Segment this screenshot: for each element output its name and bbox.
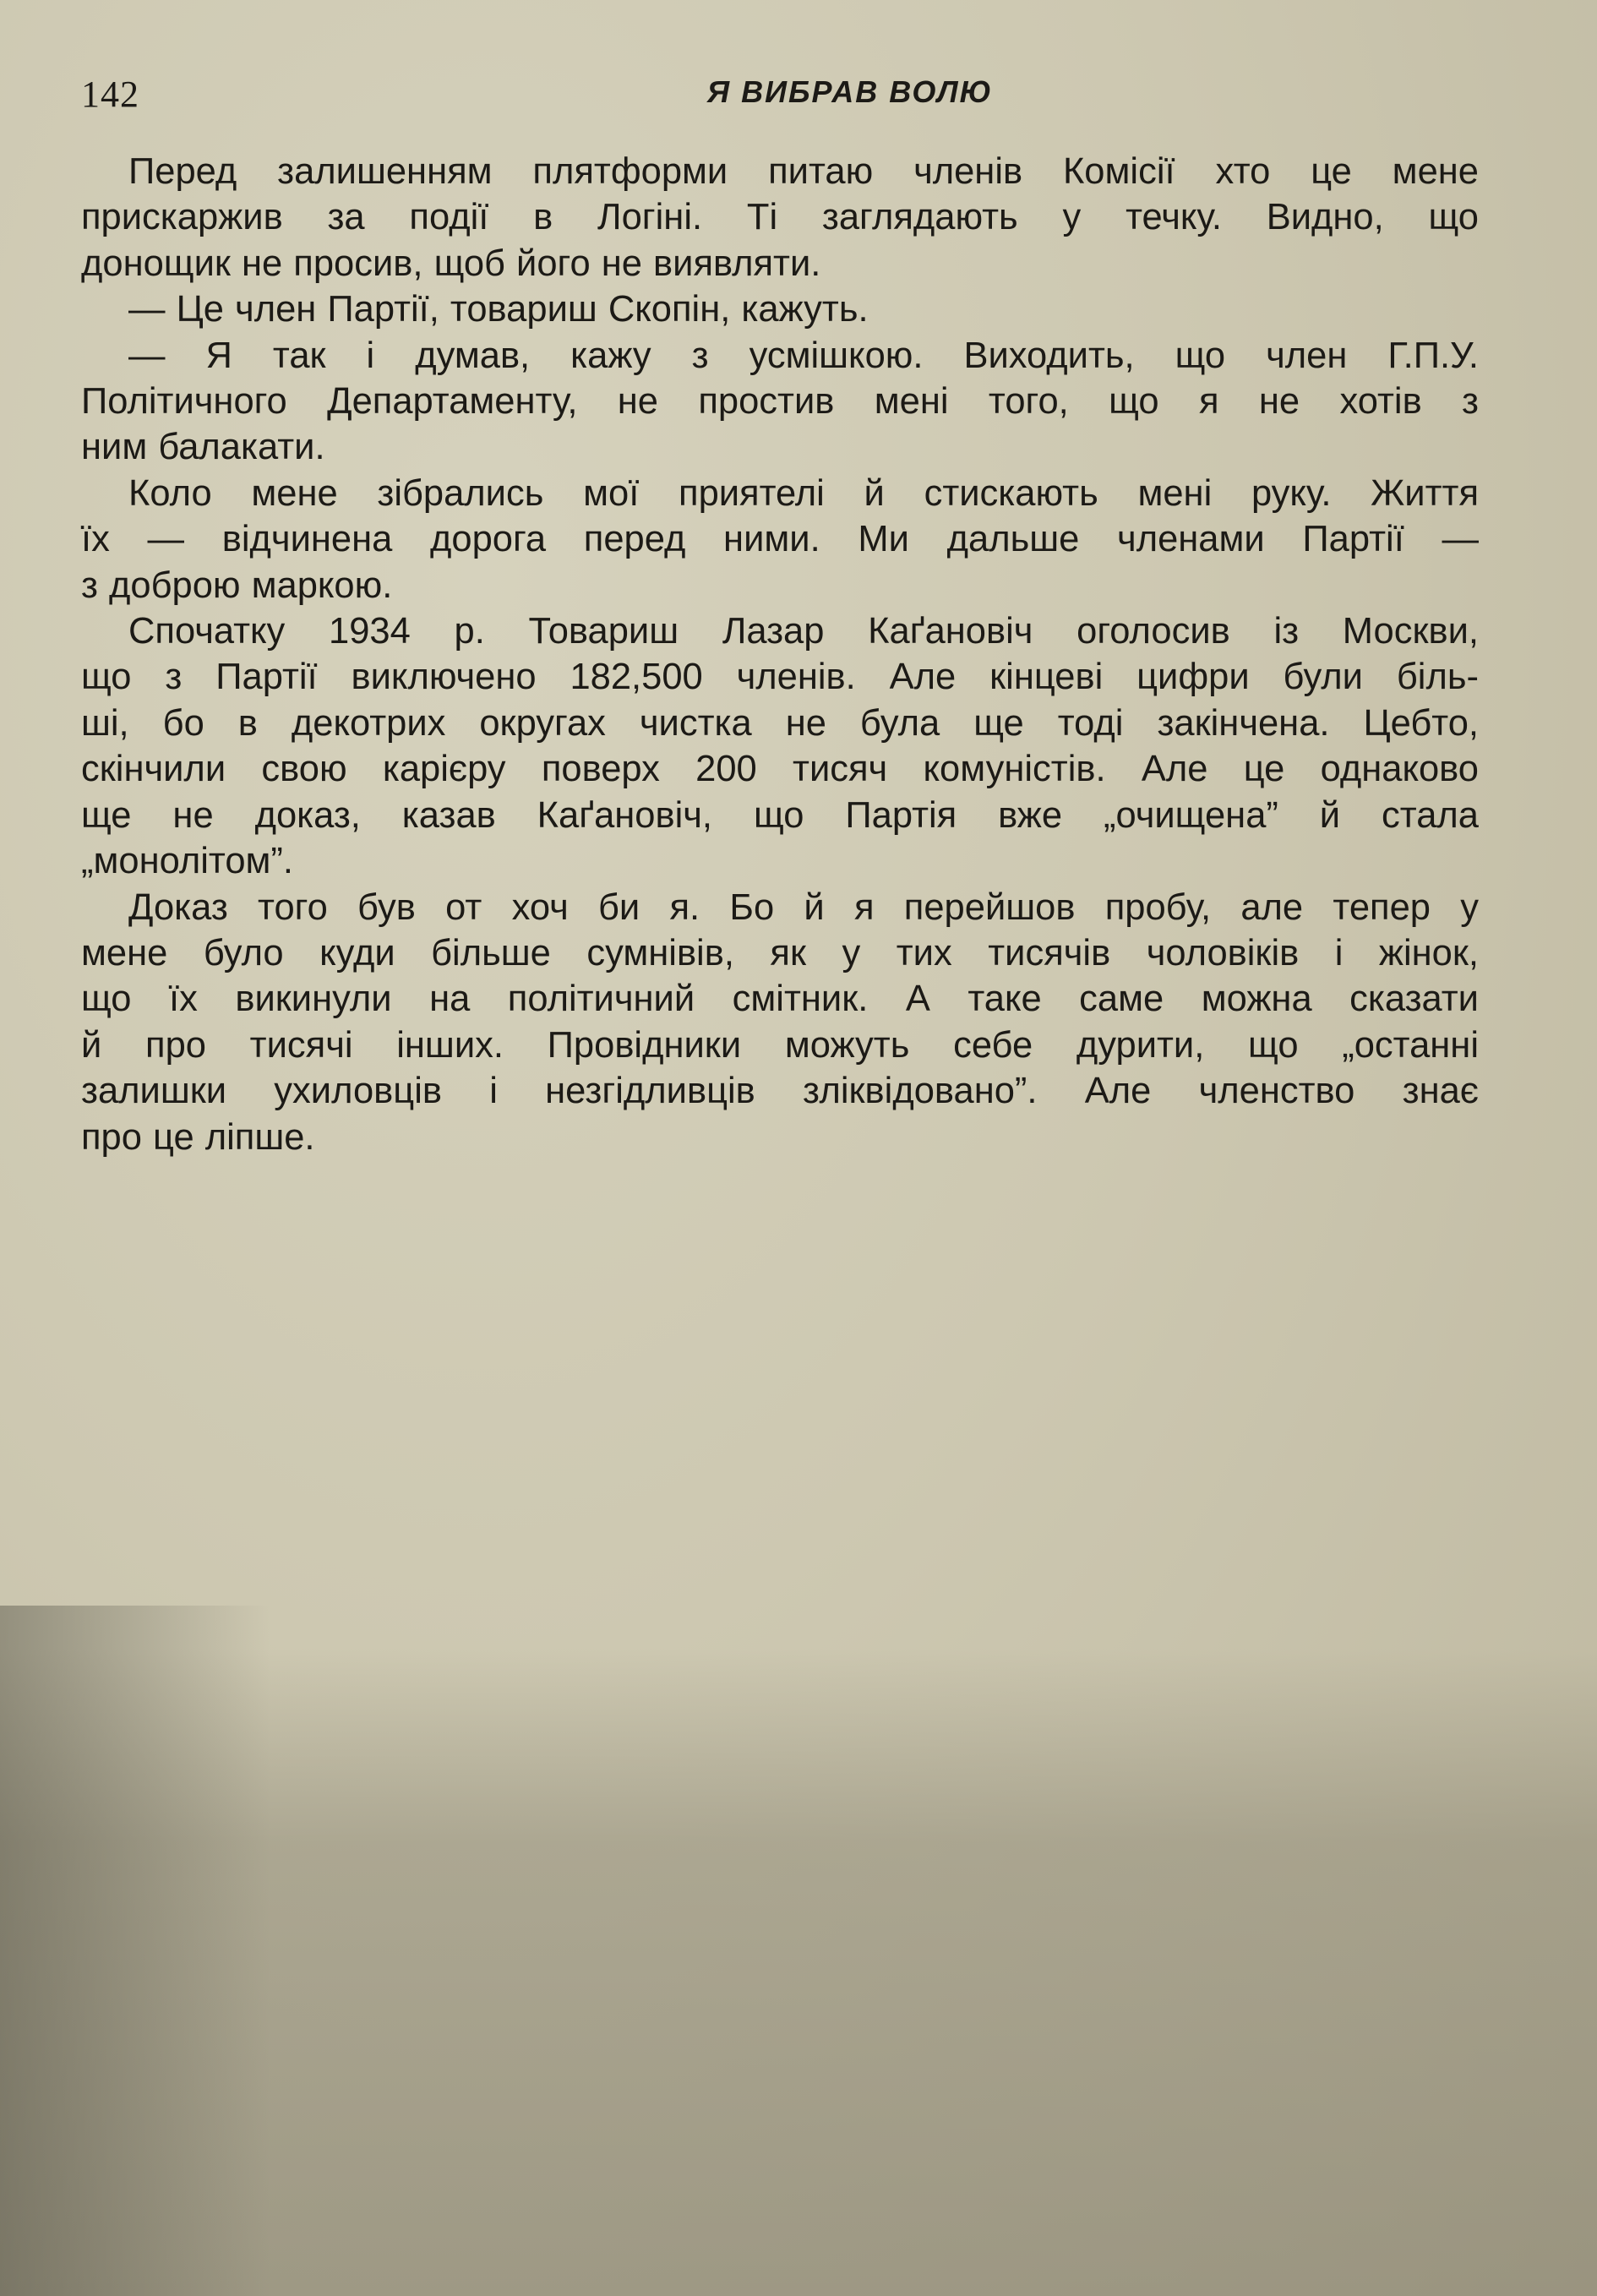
- text-line: ші, бо в декотрих округах чистка не була ще тоді закінчена. Цебто,: [81, 702, 1479, 744]
- text-line: й про тисячі інших. Провідники можуть себе дурити, що „останні: [81, 1024, 1479, 1066]
- page-header: [81, 73, 1518, 123]
- text-line: Доказ того був от хоч би я. Бо й я перейшов пробу, але тепер у: [128, 886, 1479, 928]
- text-line: „монолітом”.: [81, 841, 293, 882]
- text-line: Спочатку 1934 р. Товариш Лазар Каґановіч оголосив із Москви,: [128, 611, 1479, 652]
- page-number: 142: [81, 74, 139, 115]
- text-line: що їх викинули на політичний смітник. А таке саме можна сказати: [81, 979, 1479, 1020]
- text-line: — Я так і думав, кажу з усмішкою. Виходить, що член Г.П.У.: [128, 335, 1479, 376]
- body-text: [81, 149, 1479, 1160]
- text-line: Коло мене зібрались мої приятелі й стискають мені руку. Життя: [128, 472, 1479, 514]
- paragraph: [81, 286, 1479, 332]
- text-line: що з Партії виключено 182,500 членів. Але кінцеві цифри були біль-: [81, 657, 1479, 698]
- text-line: скінчили свою карієру поверх 200 тисяч комуністів. Але це однаково: [81, 749, 1479, 790]
- text-line: прискаржив за події в Логіні. Ті заглядають у течку. Видно, що: [81, 197, 1479, 238]
- text-line: з доброю маркою.: [81, 564, 393, 606]
- text-line: Перед залишенням плятформи питаю членів Комісії хто це мене: [128, 151, 1479, 192]
- text-line: про це ліпше.: [81, 1116, 315, 1158]
- text-line: залишки ухиловців і незгідливців зліквідовано”. Але членство знає: [81, 1071, 1479, 1112]
- paragraph: [81, 149, 1479, 286]
- text-line: ще не доказ, казав Каґановіч, що Партія вже „очищена” й стала: [81, 794, 1479, 836]
- text-line: — Це член Партії, товариш Скопін, кажуть.: [128, 289, 869, 330]
- text-line: ним балакати.: [81, 427, 325, 468]
- paragraph: [81, 333, 1479, 471]
- paragraph: [81, 471, 1479, 608]
- running-title: Я ВИБРАВ ВОЛЮ: [706, 74, 994, 109]
- text-line: мене було куди більше сумнівів, як у тих тисячів чоловіків і жінок,: [81, 932, 1479, 973]
- text-line: їх — відчинена дорога перед ними. Ми дальше членами Партії —: [81, 519, 1479, 560]
- page-shadow-left: [0, 1606, 270, 2296]
- paragraph: [81, 608, 1479, 884]
- text-line: Політичного Департаменту, не простив мені того, що я не хотів з: [81, 381, 1479, 423]
- text-line: донощик не просив, щоб його не виявляти.: [81, 243, 821, 284]
- paragraph: [81, 885, 1479, 1160]
